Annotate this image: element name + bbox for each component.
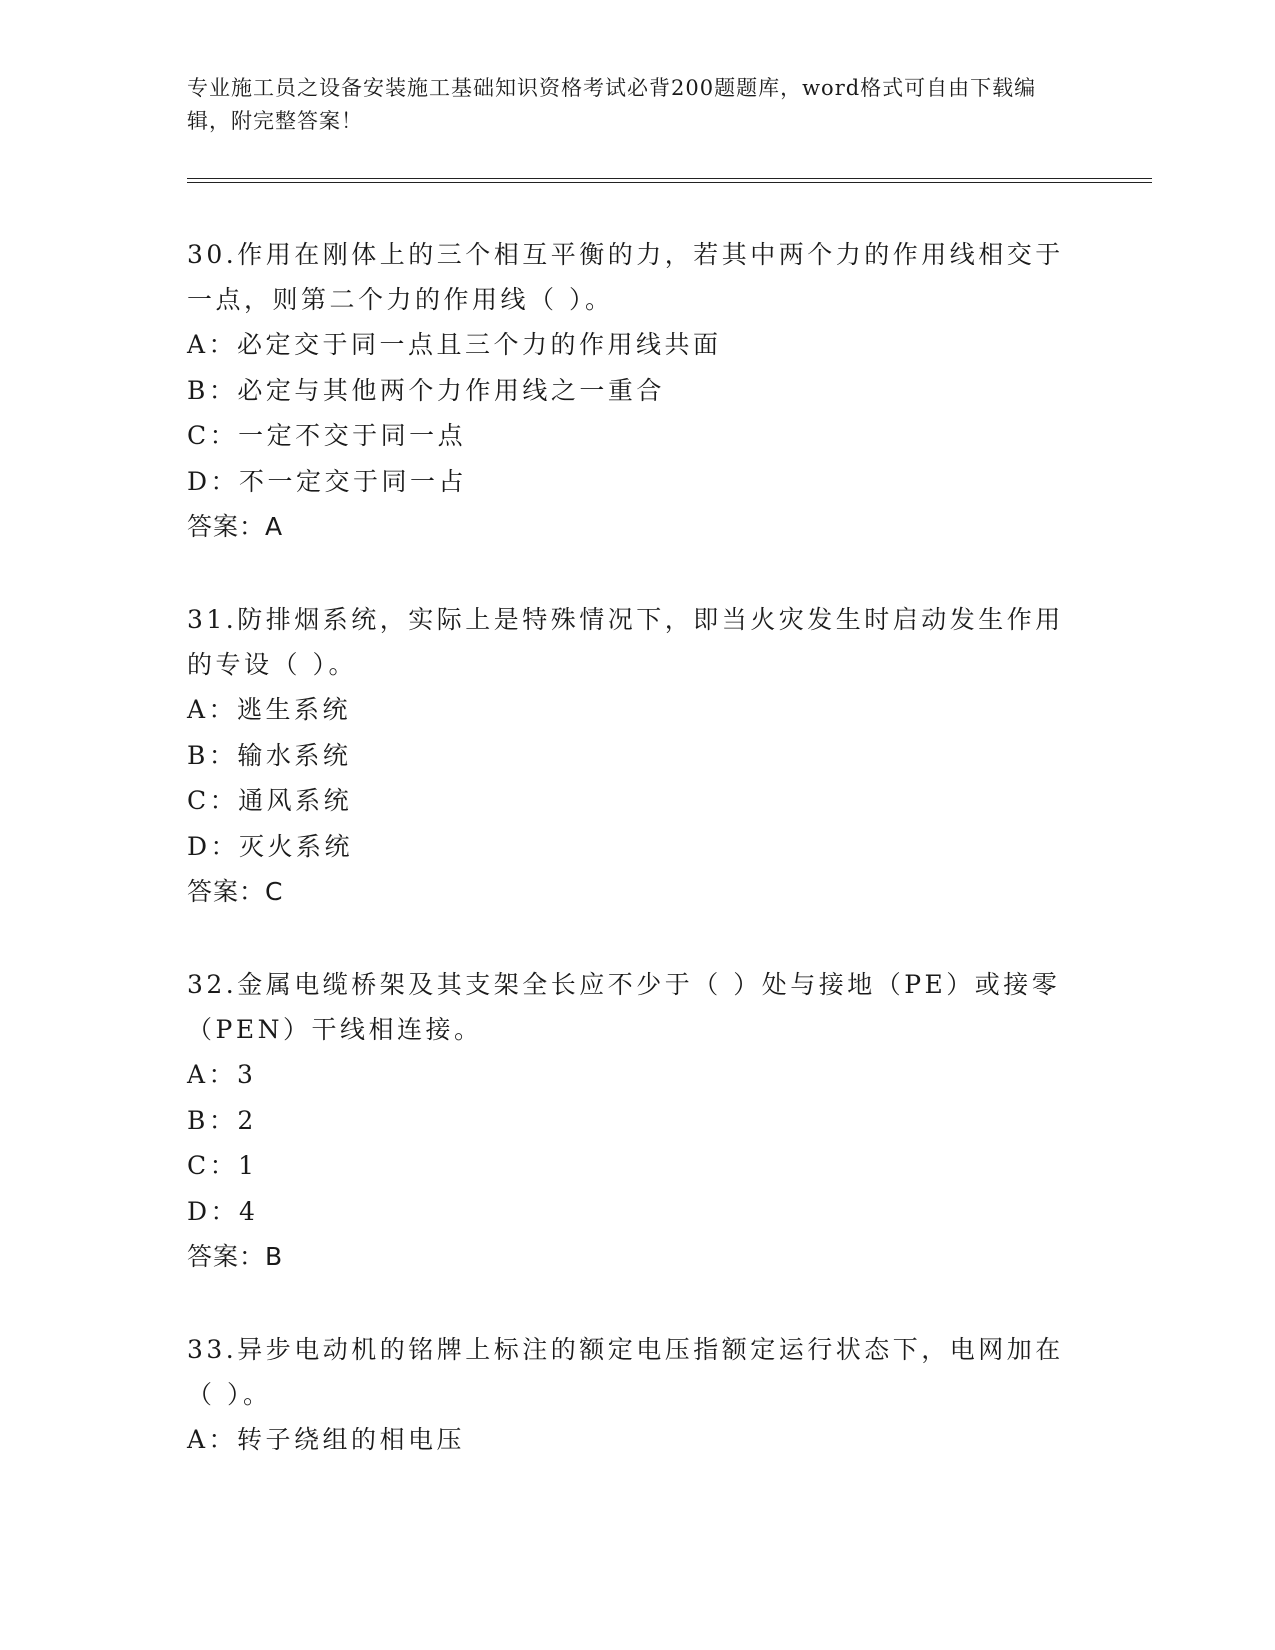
question-stem: 32.金属电缆桥架及其支架全长应不少于（ ）处与接地（PE）或接零（PEN）干线相连接。 [187,970,1061,1044]
option-d: D：4 [187,1196,259,1226]
option-a: A：3 [187,1060,257,1089]
option-a: A：转子绕组的相电压 [187,1425,466,1454]
option-c: C：一定不交于同一点 [187,421,467,450]
answer-line: 答案：C [187,877,284,906]
option-d: D：灭火系统 [187,831,354,861]
question-stem: 33.异步电动机的铭牌上标注的额定电压指额定运行状态下，电网加在（ ）。 [187,1335,1064,1409]
question-32 [187,962,1087,1279]
question-stem: 31.防排烟系统，实际上是特殊情况下，即当火灾发生时启动发生作用的专设（ ）。 [187,605,1064,679]
option-c: C：通风系统 [187,786,353,815]
header-divider-bottom [187,182,1152,183]
option-b: B：必定与其他两个力作用线之一重合 [187,375,665,405]
option-b: B：输水系统 [187,740,352,770]
option-a: A：逃生系统 [187,695,352,724]
option-a: A：必定交于同一点且三个力的作用线共面 [187,330,722,359]
option-c: C：1 [187,1151,258,1180]
question-33 [187,1327,1087,1463]
document-header: 专业施工员之设备安装施工基础知识资格考试必背200题题库，word格式可自由下载编辑，附完整答案！ [187,76,1037,133]
option-b: B：2 [187,1105,257,1135]
answer-line: 答案：B [187,1242,284,1271]
question-stem: 30.作用在刚体上的三个相互平衡的力，若其中两个力的作用线相交于一点，则第二个力的作用线（ ）。 [187,240,1064,314]
option-d: D：不一定交于同一占 [187,466,468,496]
question-30 [187,232,1087,549]
header-divider-top [187,178,1152,179]
answer-line: 答案：A [187,512,284,541]
question-31 [187,597,1087,914]
